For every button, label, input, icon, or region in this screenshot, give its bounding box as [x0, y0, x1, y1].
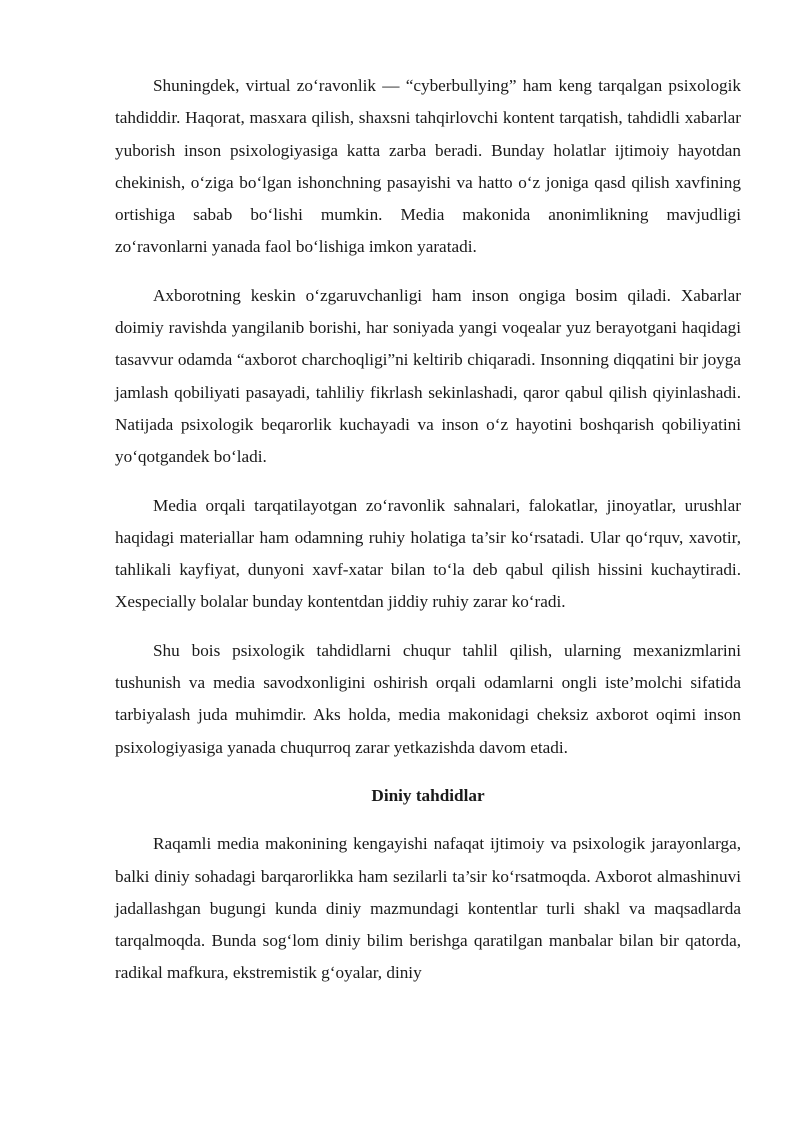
- paragraph-media-literacy: Shu bois psixologik tahdidlarni chuqur tahlil qilish, ularning mexanizmlarini tushunish va media savodxonligini oshirish orqali odamlarni ongli iste’molchi sifatida tarbiyalash juda muhimdir. Aks holda, media makonidagi cheksiz axborot oqimi inson psixologiyasiga yanada chuqurroq zarar yetkazishda davom etadi.: [115, 640, 741, 757]
- paragraph-information-fatigue: Axborotning keskin o‘zgaruvchanligi ham inson ongiga bosim qiladi. Xabarlar doimiy ravishda yangilanib borishi, har soniyada yangi voqealar yuz berayotgani haqidagi tasavvur odamda “axborot charchoqligi”ni keltirib chiqaradi. Insonning diqqatini bir joyga jamlash qobiliyati pasayadi, tahliliy fikrlash sekinlashadi, qaror qabul qilish qiyinlashadi. Natijada psixologik beqarorlik kuchayadi va inson o‘z hayotini boshqarish qobiliyatini yo‘qotgandek bo‘ladi.: [115, 285, 741, 467]
- section-heading: Diniy tahdidlar: [371, 785, 485, 805]
- paragraph-religious-threats: Raqamli media makonining kengayishi nafaqat ijtimoiy va psixologik jarayonlarga, balki diniy sohadagi barqarorlikka ham sezilarli ta’sir ko‘rsatmoqda. Axborot almashinuvi jadallashgan bugungi kunda diniy mazmundagi kontentlar turli shakl va maqsadlarda tarqalmoqda. Bunda sog‘lom diniy bilim berishga qaratilgan manbalar bilan bir qatorda, radikal mafkura, ekstremistik g‘oyalar, diniy: [115, 834, 741, 983]
- paragraph-cyberbullying: Shuningdek, virtual zo‘ravonlik — “cyberbullying” ham keng tarqalgan psixologik tahdiddir. Haqorat, masxara qilish, shaxsni tahqirlovchi kontent tarqatish, tahdidli xabarlar yuborish inson psixologiyasiga katta zarba beradi. Bunday holatlar ijtimoiy hayotdan chekinish, o‘ziga bo‘lgan ishonchning pasayishi va hatto o‘z joniga qasd qilish xavfining ortishiga sabab bo‘lishi mumkin. Media makonida anonimlikning mavjudligi zo‘ravonlarni yanada faol bo‘lishiga imkon yaratadi.: [115, 76, 741, 257]
- document-page: [115, 70, 741, 1006]
- paragraph-violent-content: Media orqali tarqatilayotgan zo‘ravonlik sahnalari, falokatlar, jinoyatlar, urushlar haqidagi materiallar ham odamning ruhiy holatiga ta’sir ko‘rsatadi. Ular qo‘rquv, xavotir, tahlikali kayfiyat, dunyoni xavf-xatar bilan to‘la deb qabul qilish hissini kuchaytiradi. Xespecially bolalar bunday kontentdan jiddiy ruhiy zarar ko‘radi.: [115, 495, 741, 612]
